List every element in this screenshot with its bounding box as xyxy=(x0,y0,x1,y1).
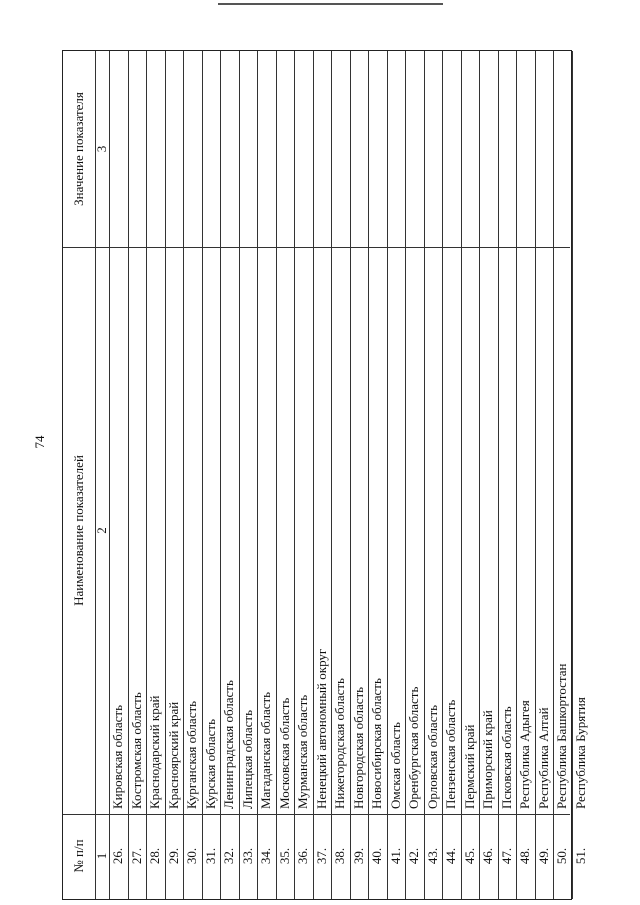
row-name: Курганская область xyxy=(184,700,200,809)
row-value xyxy=(498,51,517,247)
row-number: 40. xyxy=(369,847,385,865)
header-name: Наименование показателей xyxy=(71,455,86,606)
row-name: Омская область xyxy=(387,722,403,809)
row-name: Магаданская область xyxy=(258,691,274,809)
row-value xyxy=(220,51,239,247)
row-number: 42. xyxy=(406,847,422,865)
row-value xyxy=(165,51,184,247)
row-number: 31. xyxy=(202,847,218,865)
row-number: 41. xyxy=(387,847,403,865)
row-value xyxy=(479,51,498,247)
row-value xyxy=(350,51,369,247)
row-value xyxy=(535,51,554,247)
row-value xyxy=(239,51,258,247)
row-name: Псковская область xyxy=(498,706,514,809)
row-number: 39. xyxy=(350,847,366,865)
index-number: 1 xyxy=(94,852,109,860)
row-value xyxy=(331,51,350,247)
regions-table xyxy=(62,50,588,900)
row-number: 45. xyxy=(461,847,477,865)
row-name: Республика Алтай xyxy=(535,707,551,809)
row-number: 33. xyxy=(239,847,255,865)
row-number: 46. xyxy=(480,847,496,865)
index-name: 2 xyxy=(94,527,109,534)
row-name: Красноярский край xyxy=(165,701,181,809)
row-number: 30. xyxy=(184,847,200,865)
row-number: 37. xyxy=(313,847,329,865)
row-value xyxy=(146,51,165,247)
row-value xyxy=(202,51,221,247)
row-name: Республика Адыгея xyxy=(517,700,533,809)
row-name: Ненецкий автономный округ xyxy=(313,648,329,809)
row-number: 38. xyxy=(332,847,348,865)
row-name: Пермский край xyxy=(461,724,477,809)
page-number: 74 xyxy=(32,435,47,449)
row-name: Приморский край xyxy=(480,710,496,809)
row-name: Оренбургская область xyxy=(406,686,422,809)
row-value xyxy=(572,51,591,247)
row-value xyxy=(368,51,387,247)
row-name: Мурманская область xyxy=(295,694,311,809)
row-name: Орловская область xyxy=(424,704,440,809)
row-name: Краснодарский край xyxy=(147,695,163,809)
row-number: 49. xyxy=(535,847,551,865)
row-number: 29. xyxy=(165,847,181,865)
row-name: Республика Башкортостан xyxy=(554,663,570,809)
row-value xyxy=(405,51,424,247)
row-number: 48. xyxy=(517,847,533,865)
row-name: Костромская область xyxy=(128,692,144,809)
row-value xyxy=(294,51,313,247)
row-number: 27. xyxy=(128,847,144,865)
header-number: № п/п xyxy=(71,839,86,873)
row-value xyxy=(109,51,128,247)
row-name: Нижегородская область xyxy=(332,678,348,809)
row-number: 26. xyxy=(110,847,126,865)
row-value xyxy=(442,51,461,247)
row-name: Республика Бурятия xyxy=(572,697,588,809)
row-number: 47. xyxy=(498,847,514,865)
row-value xyxy=(313,51,332,247)
row-number: 51. xyxy=(572,847,588,865)
row-name: Новосибирская область xyxy=(369,678,385,809)
row-value xyxy=(461,51,480,247)
row-number: 50. xyxy=(554,847,570,865)
index-value: 3 xyxy=(94,145,109,153)
row-value xyxy=(424,51,443,247)
row-value xyxy=(276,51,295,247)
row-name: Пензенская область xyxy=(443,699,459,809)
top-rule xyxy=(218,3,443,5)
row-number: 32. xyxy=(221,847,237,865)
header-value: Значение показателя xyxy=(71,92,86,206)
row-value xyxy=(257,51,276,247)
row-number: 35. xyxy=(276,847,292,865)
row-name: Ленинградская область xyxy=(221,680,237,809)
row-value xyxy=(516,51,535,247)
row-number: 36. xyxy=(295,847,311,865)
row-name: Липецкая область xyxy=(239,709,255,809)
row-value xyxy=(553,51,572,247)
row-name: Курская область xyxy=(202,718,218,809)
row-value xyxy=(128,51,147,247)
row-name: Московская область xyxy=(276,697,292,809)
row-name: Кировская область xyxy=(110,704,126,809)
row-number: 34. xyxy=(258,847,274,865)
row-number: 43. xyxy=(424,847,440,865)
row-name: Новгородская область xyxy=(350,686,366,809)
row-value xyxy=(387,51,406,247)
row-number: 28. xyxy=(147,847,163,865)
row-number: 44. xyxy=(443,847,459,865)
row-value xyxy=(183,51,202,247)
